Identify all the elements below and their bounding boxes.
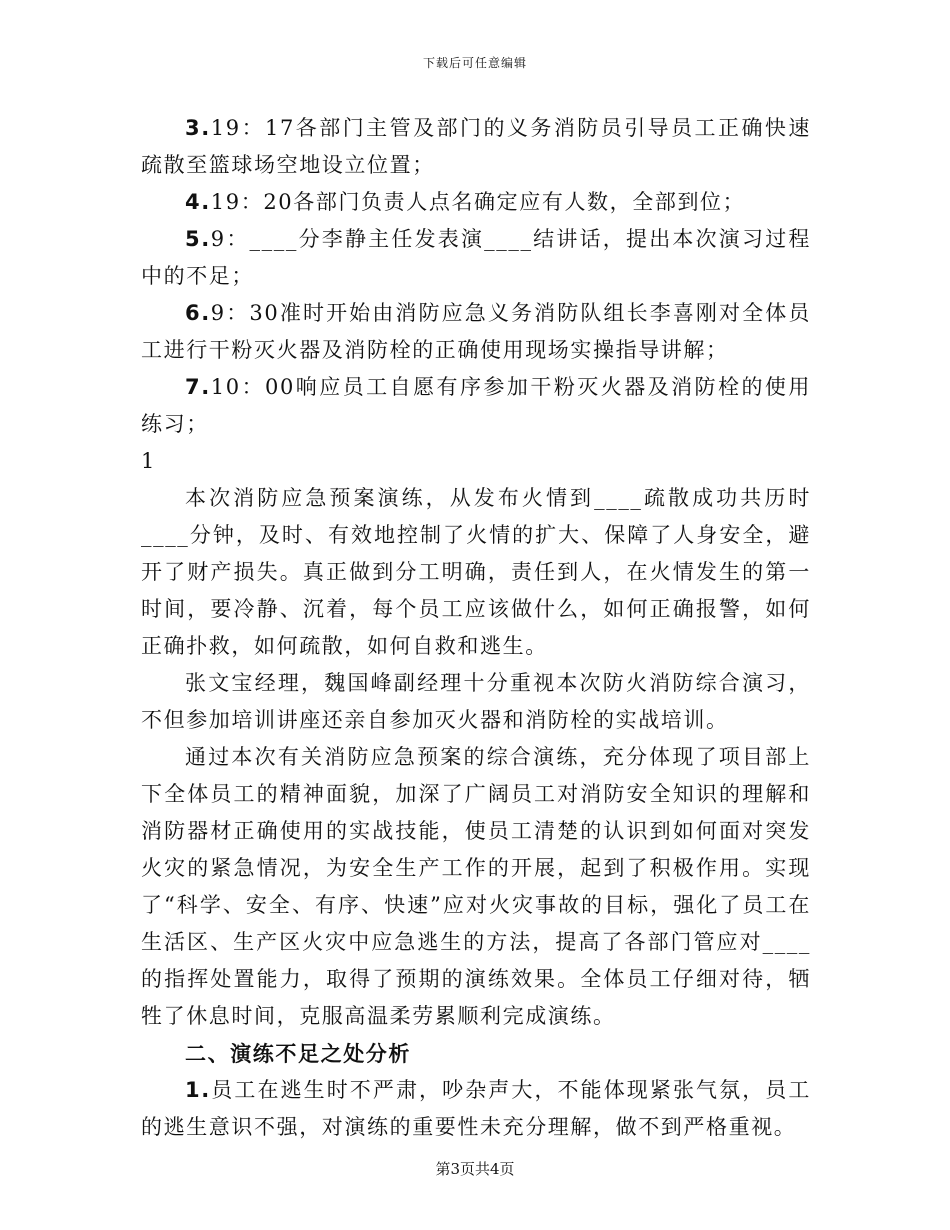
list-item [141,1072,811,1146]
page-header: 下载后可任意编辑 [422,56,527,70]
list-item-number: 1. [185,1078,211,1102]
section-heading: 二、演练不足之处分析 [185,1041,411,1066]
list-item [141,184,811,221]
list-item [141,110,811,184]
list-item-text: 员工在逃生时不严肃，吵杂声大，不能体现紧张气氛，员工的逃生意识不强，对演练的重要性未充分理解，做不到严格重视。 [141,1078,811,1139]
list-item-text: 9：30准时开始由消防应急义务消防队组长李喜刚对全体员工进行干粉灭火器及消防栓的正确使用现场实操指导讲解； [141,301,811,362]
paragraph: 本次消防应急预案演练，从发布火情到____疏散成功共历时____分钟，及时、有效地控制了火情的扩大、保障了人身安全，避开了财产损失。真正做到分工明确，责任到人，在火情发生的第一时间，要冷静、沉着，每个员工应该做什么，如何正确报警，如何正确扑救，如何疏散，如何自救和逃生。 [141,486,811,658]
list-item-number: 5. [185,227,211,251]
list-item [141,295,811,369]
paragraph: 通过本次有关消防应急预案的综合演练，充分体现了项目部上下全体员工的精神面貌，加深了广阔员工对消防安全知识的理解和消防器材正确使用的实战技能，使员工清楚的认识到如何面对突发火灾的紧急情况，为安全生产工作的开展，起到了积极作用。实现了“科学、安全、有序、快速”应对火灾事故的目标，强化了员工在生活区、生产区火灾中应急逃生的方法，提高了各部门管应对____的指挥处置能力，取得了预期的演练效果。全体员工仔细对待，牺牲了休息时间，克服高温柔劳累顺利完成演练。 [141,745,811,1028]
list-item-number: 6. [185,301,211,325]
list-item-text: 19：20各部门负责人点名确定应有人数，全部到位； [210,190,746,214]
paragraph: 张文宝经理，魏国峰副经理十分重视本次防火消防综合演习，不但参加培训讲座还亲自参加灭火器和消防栓的实战培训。 [141,671,811,732]
list-item [141,369,811,443]
list-item-number: 3. [185,116,211,140]
list-item-text: 19：17各部门主管及部门的义务消防员引导员工正确快速疏散至篮球场空地设立位置； [141,116,811,177]
list-item-number: 7. [185,375,211,399]
list-item [141,221,811,295]
list-item-text: 10：00响应员工自愿有序参加干粉灭火器及消防栓的使用练习； [141,375,811,436]
document-body [141,110,811,1146]
list-item-text: 9：____分李静主任发表演____结讲话，提出本次演习过程中的不足； [141,227,811,288]
page-footer: 第3页共4页 [435,1160,515,1178]
stray-number: 1 [141,449,156,473]
list-item-number: 4. [185,190,211,214]
